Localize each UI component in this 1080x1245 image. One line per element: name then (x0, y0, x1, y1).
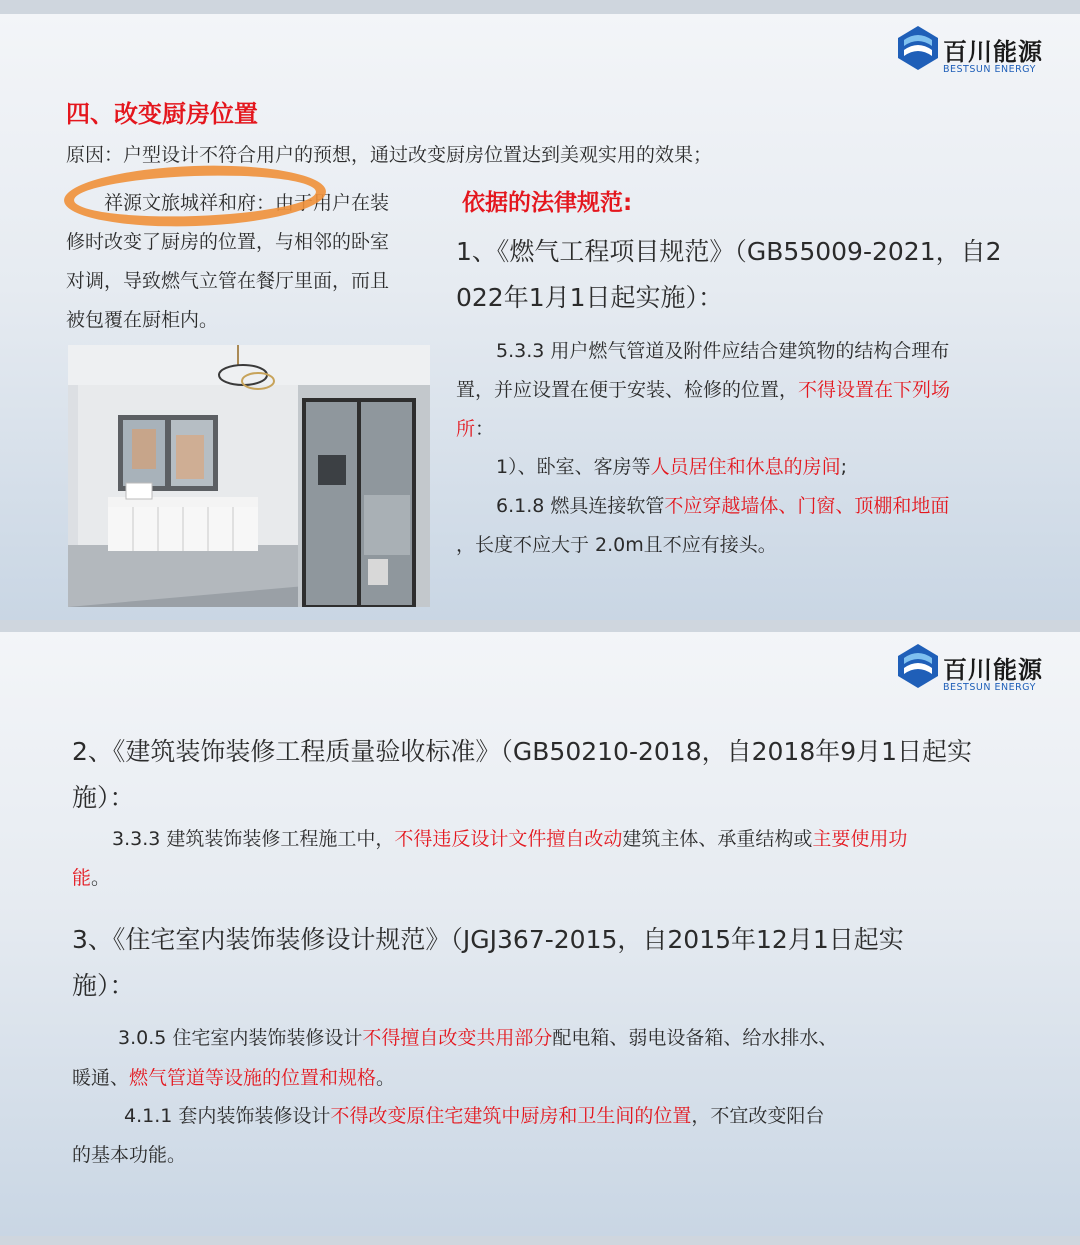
law3-title-line1: 3、《住宅室内装饰装修设计规范》（JGJ367-2015，自2015年12月1日起实 (72, 925, 904, 954)
logo-text-cn: 百川能源 (943, 38, 1043, 66)
clause-text: 1）、卧室、客房等 (496, 456, 651, 478)
reason-text: 原因：户型设计不符合用户的预想，通过改变厨房位置达到美观实用的效果； (66, 144, 713, 166)
clause-red-text: 主要使用功 (812, 828, 908, 850)
slide-legal-standards (0, 632, 1080, 1236)
slide-kitchen-relocation (0, 14, 1080, 620)
clause-red-text: 不得违反设计文件擅自改动 (394, 828, 623, 850)
clause-333-line1 (112, 824, 907, 851)
logo-text-cn: 百川能源 (943, 656, 1043, 684)
clause-text: ; (840, 456, 848, 478)
clause-411-line2: 的基本功能。 (72, 1144, 187, 1166)
section-title: 四、改变厨房位置 (66, 100, 258, 128)
clause-533-line3 (456, 414, 494, 441)
case-line: 祥源文旅城祥和府：由于用户在装 (104, 192, 390, 214)
clause-text: 4.1.1 套内装饰装修设计 (124, 1105, 331, 1127)
law1-title-line2: 022年1月1日起实施）： (456, 283, 724, 312)
clause-text: 6.1.8 燃具连接软管 (496, 495, 665, 517)
clause-533-line2 (456, 375, 950, 402)
case-line: 被包覆在厨柜内。 (66, 309, 219, 331)
clause-text: 配电箱、弱电设备箱、给水排水、 (552, 1027, 838, 1049)
law2-title-line2: 施）： (72, 783, 135, 812)
company-logo (896, 22, 1046, 82)
clause-text: 置，并应设置在便于安装、检修的位置， (456, 379, 799, 401)
clause-red-text: 所 (456, 418, 476, 440)
logo-text-en: BESTSUN ENERGY (943, 682, 1036, 693)
clause-red-text: 人员居住和休息的房间 (650, 456, 841, 478)
clause-text: ： (475, 418, 495, 440)
clause-red-text: 燃气管道等设施的位置和规格 (129, 1067, 377, 1089)
law3-title-line2: 施）： (72, 971, 135, 1000)
clause-red-text: 不得改变原住宅建筑中厨房和卫生间的位置 (330, 1105, 692, 1127)
clause-text: 3.0.5 住宅室内装饰装修设计 (118, 1027, 363, 1049)
law1-title-line1: 1、《燃气工程项目规范》（GB55009-2021，自2 (456, 237, 1002, 266)
item-1-line (496, 452, 847, 479)
clause-red-text: 不应穿越墙体、门窗、顶棚和地面 (664, 495, 950, 517)
clause-red-text: 不得擅自改变共用部分 (362, 1027, 553, 1049)
clause-text: 建筑主体、承重结构或 (622, 828, 813, 850)
law2-title-line1: 2、《建筑装饰装修工程质量验收标准》（GB50210-2018，自2018年9月1日起实 (72, 737, 973, 766)
clause-533-line1: 5.3.3 用户燃气管道及附件应结合建筑物的结构合理布 (496, 340, 950, 362)
clause-text: 3.3.3 建筑装饰装修工程施工中， (112, 828, 395, 850)
case-line: 修时改变了厨房的位置，与相邻的卧室 (66, 231, 390, 253)
clause-618-line2: ，长度不应大于 2.0m且不应有接头。 (456, 534, 777, 556)
bestsun-logo-icon (896, 642, 940, 690)
logo-text-en: BESTSUN ENERGY (943, 64, 1036, 75)
clause-text: 暖通、 (72, 1067, 130, 1089)
kitchen-photo (68, 345, 430, 607)
clause-text: 。 (91, 867, 111, 889)
clause-red-text: 不得设置在下列场 (798, 379, 951, 401)
clause-text: 。 (376, 1067, 396, 1089)
clause-411-line1 (124, 1101, 824, 1128)
clause-red-text: 能 (72, 867, 92, 889)
clause-618-line1 (496, 491, 949, 518)
case-line: 对调，导致燃气立管在餐厅里面，而且 (66, 270, 390, 292)
clause-text: ，不宜改变阳台 (691, 1105, 825, 1127)
legal-basis-heading: 依据的法律规范: (462, 190, 633, 216)
clause-305-line1 (118, 1023, 837, 1050)
bestsun-logo-icon (896, 24, 940, 72)
clause-333-line2 (72, 863, 110, 890)
clause-305-line2 (72, 1063, 395, 1090)
company-logo (896, 640, 1046, 700)
